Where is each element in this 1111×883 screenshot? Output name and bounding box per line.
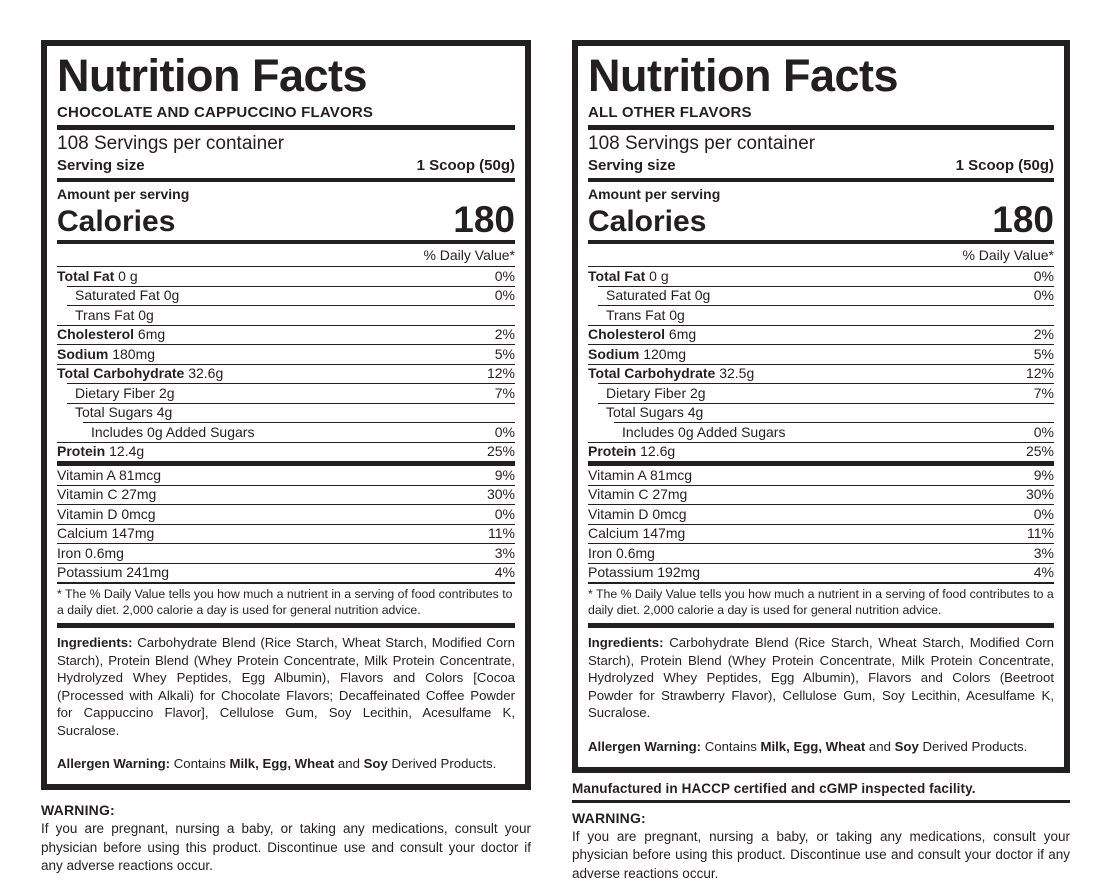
nutrient-percent: 0% (494, 267, 515, 284)
nutrient-name: Calcium 147mg (588, 525, 686, 542)
nutrient-percent: 9% (494, 466, 515, 483)
serving-size-label: Serving size (588, 157, 676, 175)
nutrient-row (57, 466, 515, 486)
nutrient-name: Cholesterol 6mg (57, 326, 166, 343)
nutrition-facts-box (41, 40, 531, 790)
nutrient-row (67, 305, 515, 325)
nutrient-percent: 4% (1033, 564, 1054, 581)
nutrient-name: Total Sugars 4g (75, 404, 173, 421)
nutrient-row (588, 466, 1054, 486)
nutrient-name: Vitamin A 81mcg (57, 466, 162, 483)
nutrient-percent: 30% (1025, 486, 1054, 503)
calories-value: 180 (992, 199, 1054, 241)
nutrient-name: Vitamin D 0mcg (588, 505, 687, 522)
nutrient-percent: 25% (486, 443, 515, 460)
nutrient-row (614, 422, 1054, 442)
nutrient-row (588, 564, 1054, 585)
nutrient-percent: 3% (1033, 544, 1054, 561)
nutrient-name: Saturated Fat 0g (75, 287, 180, 304)
divider-thick (57, 623, 515, 628)
nutrient-percent: 5% (494, 345, 515, 362)
servings-per-container: 108 Servings per container (588, 133, 816, 155)
nutrition-label-chocolate-cappuccino (41, 40, 531, 876)
nutrient-row (57, 344, 515, 364)
nutrient-row (57, 525, 515, 545)
nutrient-percent: 3% (494, 544, 515, 561)
nutrient-row (67, 286, 515, 306)
nutrient-name: Dietary Fiber 2g (75, 384, 175, 401)
nutrient-row (57, 505, 515, 525)
serving-size-row (57, 157, 515, 174)
nutrient-percent: 2% (1033, 326, 1054, 343)
nutrient-row (588, 442, 1054, 462)
nutrient-percent: 0% (1033, 287, 1054, 304)
nutrient-percent: 12% (486, 365, 515, 382)
nutrient-name: Vitamin A 81mcg (588, 466, 693, 483)
daily-value-footnote: * The % Daily Value tells you how much a nutrient in a serving of food contributes to a daily diet. 2,000 calorie a day is used for general nutrition advice. (588, 587, 1054, 617)
nutrient-row (598, 383, 1054, 403)
nutrient-name: Calcium 147mg (57, 525, 155, 542)
nutrition-facts-box (572, 40, 1070, 773)
nutrient-percent: 7% (1033, 384, 1054, 401)
vitamin-rows (57, 466, 515, 584)
nutrient-name: Total Carbohydrate 32.5g (588, 365, 755, 382)
allergen-paragraph: Allergen Warning: Contains Milk, Egg, Wheat and Soy Derived Products. (588, 738, 1028, 754)
nutrient-percent: 11% (1027, 525, 1054, 542)
nutrient-row (57, 364, 515, 384)
nutrient-row (57, 325, 515, 345)
nutrient-row (588, 486, 1054, 506)
nutrient-percent: 9% (1033, 466, 1054, 483)
servings-per-container: 108 Servings per container (57, 133, 285, 155)
nutrient-name: Cholesterol 6mg (588, 326, 697, 343)
nutrient-name: Includes 0g Added Sugars (91, 423, 255, 440)
daily-value-header: % Daily Value* (423, 247, 515, 264)
nutrient-name: Includes 0g Added Sugars (622, 423, 786, 440)
warning-section (41, 802, 531, 876)
nutrient-row (83, 422, 515, 442)
amount-per-serving-label: Amount per serving (588, 186, 721, 203)
flavor-heading: CHOCOLATE AND CAPPUCCINO FLAVORS (57, 104, 374, 122)
allergen-paragraph: Allergen Warning: Contains Milk, Egg, Wheat and Soy Derived Products. (57, 756, 497, 772)
nutrient-percent: 4% (494, 564, 515, 581)
nutrient-row (57, 442, 515, 462)
warning-heading: WARNING: (572, 809, 646, 826)
nutrient-row (598, 286, 1054, 306)
nutrient-percent: 25% (1025, 443, 1054, 460)
divider-medium (57, 178, 515, 182)
nutrient-rows (588, 266, 1054, 461)
nutrient-name: Total Carbohydrate 32.6g (57, 365, 224, 382)
nutrient-name: Vitamin D 0mcg (57, 505, 156, 522)
nutrient-row (588, 344, 1054, 364)
calories-label: Calories (588, 204, 707, 238)
divider-thick (57, 125, 515, 130)
divider-thick (588, 125, 1054, 130)
nutrient-percent: 0% (494, 423, 515, 440)
nutrition-label-all-other-flavors (572, 40, 1070, 883)
nutrient-name: Sodium 120mg (588, 345, 687, 362)
nutrient-name: Potassium 192mg (588, 564, 701, 581)
nutrient-row (588, 505, 1054, 525)
nutrient-row (57, 486, 515, 506)
serving-size-value: 1 Scoop (50g) (955, 157, 1054, 175)
nutrient-name: Sodium 180mg (57, 345, 156, 362)
divider-thick (588, 623, 1054, 628)
serving-size-label: Serving size (57, 157, 145, 175)
nutrient-row (588, 266, 1054, 286)
nutrient-row (67, 403, 515, 423)
nutrient-percent: 5% (1033, 345, 1054, 362)
nutrient-percent: 2% (494, 326, 515, 343)
nutrient-row (57, 266, 515, 286)
nutrient-row (598, 305, 1054, 325)
nutrient-name: Trans Fat 0g (606, 306, 685, 323)
nutrient-rows (57, 266, 515, 461)
nutrient-name: Protein 12.6g (588, 443, 676, 460)
nutrient-name: Total Sugars 4g (606, 404, 704, 421)
nutrient-row (57, 564, 515, 585)
nutrient-percent: 0% (494, 505, 515, 522)
nutrient-name: Vitamin C 27mg (57, 486, 157, 503)
nutrient-row (67, 383, 515, 403)
warning-section (572, 810, 1070, 883)
nutrient-name: Vitamin C 27mg (588, 486, 688, 503)
nutrient-name: Saturated Fat 0g (606, 287, 711, 304)
calories-row (57, 199, 515, 241)
nutrient-percent: 0% (1033, 505, 1054, 522)
nutrient-name: Iron 0.6mg (57, 544, 124, 561)
nutrient-percent: 7% (494, 384, 515, 401)
daily-value-footnote: * The % Daily Value tells you how much a nutrient in a serving of food contributes to a daily diet. 2,000 calorie a day is used for general nutrition advice. (57, 587, 513, 617)
vitamin-rows (588, 466, 1054, 584)
nutrient-name: Iron 0.6mg (588, 544, 655, 561)
nutrient-percent: 12% (1025, 365, 1054, 382)
nutrient-percent: 0% (1033, 267, 1054, 284)
daily-value-header: % Daily Value* (962, 247, 1054, 264)
nutrient-row (588, 525, 1054, 545)
calories-value: 180 (453, 199, 515, 241)
nutrient-percent: 0% (1033, 423, 1054, 440)
divider-medium (588, 178, 1054, 182)
warning-text: If you are pregnant, nursing a baby, or taking any medications, consult your physician before using this product. Discontinue use and consult your doctor if any adverse reactions occur. (572, 828, 1070, 881)
warning-heading: WARNING: (41, 802, 115, 819)
ingredients-paragraph: Ingredients: Carbohydrate Blend (Rice Starch, Wheat Starch, Modified Corn Starch), Protein Blend (Whey Protein Concentrate, Milk Protein Concentrate, Hydrolyzed Whey Peptides, Egg Albumin), Flavors and Colors [Cocoa (Processed with Alkali) for Chocolate Flavors; Decaffeinated Coffee Powder for Cappuccino Flavor], Cellulose Gum, Soy Lecithin, Acesulfame K, Sucralose. (57, 635, 515, 738)
nutrient-name: Potassium 241mg (57, 564, 170, 581)
divider-rule (572, 800, 1070, 803)
nutrient-row (588, 364, 1054, 384)
nutrient-name: Dietary Fiber 2g (606, 384, 706, 401)
nutrient-percent: 30% (486, 486, 515, 503)
nutrient-row (57, 544, 515, 564)
nutrient-row (588, 544, 1054, 564)
ingredients-paragraph: Ingredients: Carbohydrate Blend (Rice Starch, Wheat Starch, Modified Corn Starch), Protein Blend (Whey Protein Concentrate, Milk Protein Concentrate, Hydrolyzed Whey Peptides, Egg Albumin), Flavors and Colors (Beetroot Powder for Strawberry Flavor), Cellulose Gum, Soy Lecithin, Acesulfame K, Sucralose. (588, 635, 1054, 721)
nutrient-row (598, 403, 1054, 423)
amount-per-serving-label: Amount per serving (57, 186, 190, 203)
calories-label: Calories (57, 204, 176, 238)
nutrient-percent: 0% (494, 287, 515, 304)
nutrient-name: Trans Fat 0g (75, 306, 154, 323)
calories-row (588, 199, 1054, 241)
warning-text: If you are pregnant, nursing a baby, or taking any medications, consult your physician before using this product. Discontinue use and consult your doctor if any adverse reactions occur. (41, 821, 531, 874)
nutrient-name: Total Fat 0 g (588, 267, 669, 284)
serving-size-row (588, 157, 1054, 174)
nutrition-facts-title: Nutrition Facts (57, 50, 368, 101)
nutrition-facts-title: Nutrition Facts (588, 50, 899, 101)
nutrient-name: Total Fat 0 g (57, 267, 138, 284)
serving-size-value: 1 Scoop (50g) (416, 157, 515, 175)
flavor-heading: ALL OTHER FLAVORS (588, 104, 752, 122)
nutrient-percent: 11% (488, 525, 515, 542)
nutrient-name: Protein 12.4g (57, 443, 145, 460)
manufactured-note: Manufactured in HACCP certified and cGMP inspected facility. (572, 780, 976, 796)
nutrient-row (588, 325, 1054, 345)
